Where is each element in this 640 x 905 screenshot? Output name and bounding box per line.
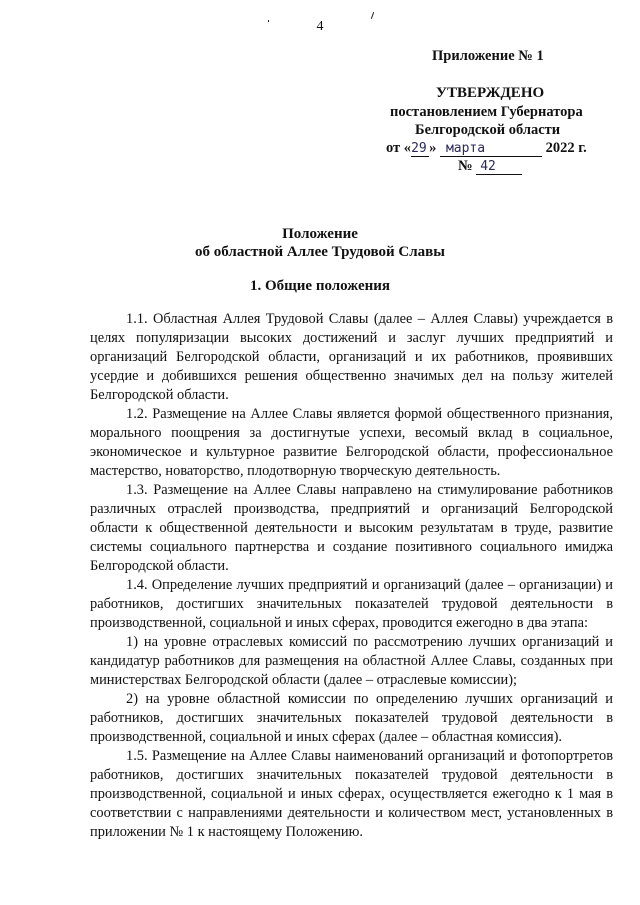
section-title: 1. Общие положения	[249, 278, 391, 294]
paragraph-1-5: 1.5. Размещение на Аллее Славы наименований организаций и фотопортретов работников, достигших значительных показателей трудовой деятельности в производственной, социальной и иных сферах, осуществляется ежегодно к 1 мая в соответствии с направлениями деятельности и количеством мест, установленных в приложении № 1 к настоящему Положению.	[90, 748, 613, 840]
paragraph-1-2: 1.2. Размещение на Аллее Славы является формой общественного признания, морального поощрения за достигнутые успехи, весомый вклад в социальное, экономическое и культурное развитие Белгородской области, профессиональное мастерство, новаторство, плодотворную творческую деятельность.	[90, 406, 613, 479]
approval-number	[458, 158, 522, 175]
number-prefix: №	[458, 158, 473, 174]
paragraph-1-4: 1.4. Определение лучших предприятий и организаций (далее – организации) и работников, достигших значительных показателей трудовой деятельности в производственной, социальной и иных сферах, проводится ежегодно в два этапа:	[90, 577, 613, 631]
document-title-line-2: об областной Аллее Трудовой Славы	[195, 244, 445, 260]
appendix-label: Приложение № 1	[432, 48, 544, 64]
paragraph-1-4-item-2: 2) на уровне областной комиссии по определению лучших организаций и работников, достигших значительных показателей трудовой деятельности в производственной, социальной и иных сферах (далее – областная комиссия).	[90, 691, 613, 745]
paragraph-1-3: 1.3. Размещение на Аллее Славы направлено на стимулирование работников различных отраслей производства, предприятий и организаций Белгородской области к общественной деятельности и высоким результатам в труде, развитие системы социального партнерства и создание позитивного социального имиджа Белгородской области.	[90, 482, 613, 574]
date-month: марта	[440, 141, 542, 157]
scan-mark	[371, 12, 374, 19]
number-value: 42	[476, 159, 522, 175]
date-day: 29	[411, 141, 429, 157]
approval-line-2: Белгородской области	[415, 122, 561, 138]
date-prefix: от «	[386, 140, 412, 156]
document-body	[90, 310, 613, 842]
paragraph-1-4-item-1: 1) на уровне отраслевых комиссий по рассмотрению лучших организаций и кандидатур работников для размещения на областной Аллее Славы, созданных при министерствах Белгородской области (далее – отраслевые комиссии);	[90, 634, 613, 688]
date-year: 2022 г.	[545, 140, 587, 156]
date-day-close: »	[429, 140, 437, 156]
document-title-line-1: Положение	[282, 226, 358, 242]
paragraph-1-1: 1.1. Областная Аллея Трудовой Славы (далее – Аллея Славы) учреждается в целях популяризации высоких достижений и заслуг лучших предприятий и организаций Белгородской области, организаций и их работников, проявивших усердие и добившихся решения общественно значимых дел на пользу жителей Белгородской области.	[90, 311, 613, 403]
page-number: 4	[316, 19, 324, 34]
approval-heading: УТВЕРЖДЕНО	[436, 85, 545, 101]
approval-line-1: постановлением Губернатора	[390, 104, 583, 120]
approval-date	[386, 140, 587, 157]
